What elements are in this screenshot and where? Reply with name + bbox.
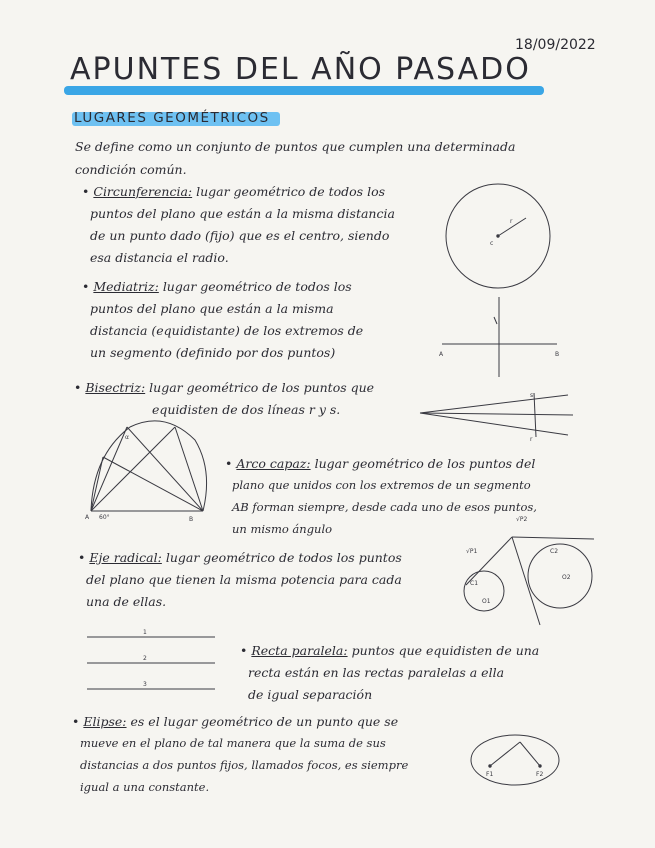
- elipse-term: Elipse:: [83, 714, 127, 729]
- paralelas-figure: [85, 625, 220, 697]
- paralela-2-label: 2: [143, 655, 147, 662]
- circunferencia-line-1: • Circunferencia: lugar geométrico de todos los: [82, 184, 386, 199]
- recta-paralela-line-2: recta están en las rectas paralelas a ella: [248, 665, 505, 680]
- eje-radical-line-2: del plano que tienen la misma potencia para cada: [86, 572, 402, 587]
- intro-line-1: Se define como un conjunto de puntos que cumplen una determinada: [75, 139, 516, 154]
- circle-figure: [440, 183, 560, 293]
- arco-capaz-line-2: plano que unidos con los extremos de un segmento: [232, 478, 531, 492]
- bisectriz-line-1: • Bisectriz: lugar geométrico de los puntos que: [74, 380, 375, 395]
- mediatriz-line-1: • Mediatriz: lugar geométrico de todos los: [82, 279, 352, 294]
- mediatriz-line-4: un segmento (definido por dos puntos): [90, 345, 336, 360]
- arco-b-label: B: [189, 516, 194, 523]
- bisectriz-text-1: lugar geométrico de los puntos que: [149, 380, 375, 395]
- paralela-3-label: 3: [143, 681, 147, 688]
- eje-o2-label: O2: [562, 574, 571, 581]
- arco-capaz-text-1: lugar geométrico de los puntos del: [314, 456, 536, 471]
- circunferencia-line-4: esa distancia el radio.: [90, 250, 229, 265]
- elipse-text-1: es el lugar geométrico de un punto que se: [130, 714, 399, 729]
- bisectriz-figure: [418, 385, 578, 445]
- eje-c2-label: C2: [550, 548, 559, 555]
- arco-capaz-figure: [85, 415, 215, 527]
- eje-radical-line-3: una de ellas.: [86, 594, 167, 609]
- arco-capaz-line-1: • Arco capaz: lugar geométrico de los puntos del: [225, 456, 536, 471]
- recta-paralela-line-3: de igual separación: [248, 687, 373, 702]
- recta-paralela-term: Recta paralela:: [251, 643, 348, 658]
- arco-a-label: A: [85, 514, 90, 521]
- mediatriz-b-label: B: [555, 351, 560, 358]
- eje-radical-line-1: • Eje radical: lugar geométrico de todos los puntos: [78, 550, 402, 565]
- circunferencia-text-1: lugar geométrico de todos los: [196, 184, 386, 199]
- circle-radius-label: r: [510, 218, 513, 225]
- elipse-line-4: igual a una constante.: [80, 780, 210, 794]
- intro-line-2: condición común.: [75, 162, 187, 177]
- eje-p1-label: √P1: [466, 548, 478, 555]
- elipse-f2-label: F2: [536, 771, 544, 778]
- eje-o1-label: O1: [482, 598, 491, 605]
- elipse-line-2: mueve en el plano de tal manera que la suma de sus: [80, 736, 386, 750]
- arco-capaz-term: Arco capaz:: [236, 456, 311, 471]
- arco-capaz-line-3: AB forman siempre, desde cada uno de esos puntos,: [232, 500, 537, 514]
- section-title: LUGARES GEOMÉTRICOS: [74, 110, 270, 126]
- mediatriz-a-label: A: [439, 351, 444, 358]
- recta-paralela-text-1: puntos que equidisten de una: [351, 643, 540, 658]
- mediatriz-line-2: puntos del plano que están a la misma: [90, 301, 334, 316]
- page-title: APUNTES DEL AÑO PASADO: [70, 52, 531, 87]
- elipse-line-3: distancias a dos puntos fijos, llamados focos, es siempre: [80, 758, 409, 772]
- circunferencia-line-3: de un punto dado (fijo) que es el centro, siendo: [90, 228, 390, 243]
- mediatriz-term: Mediatriz:: [93, 279, 159, 294]
- arco-alpha-label: α: [125, 434, 129, 441]
- bisectriz-line-2: equidisten de dos líneas r y s.: [152, 402, 341, 417]
- circle-center-label: c: [490, 240, 494, 247]
- arco-angle-label: 60°: [99, 514, 110, 521]
- elipse-figure: [468, 730, 568, 790]
- mediatriz-text-1: lugar geométrico de todos los: [162, 279, 352, 294]
- eje-p2-label: √P2: [516, 516, 528, 523]
- date: 18/09/2022: [515, 37, 596, 53]
- elipse-f1-label: F1: [486, 771, 494, 778]
- circunferencia-term: Circunferencia:: [93, 184, 193, 199]
- recta-paralela-line-1: • Recta paralela: puntos que equidisten de una: [240, 643, 540, 658]
- bisectriz-r-label: r: [530, 436, 533, 443]
- mediatriz-line-3: distancia (equidistante) de los extremos de: [90, 323, 364, 338]
- circunferencia-line-2: puntos del plano que están a la misma distancia: [90, 206, 395, 221]
- bisectriz-s-label: s: [530, 392, 534, 399]
- arco-capaz-line-4: un mismo ángulo: [232, 522, 333, 536]
- bisectriz-term: Bisectriz:: [85, 380, 146, 395]
- mediatriz-figure: [437, 292, 567, 382]
- eje-radical-term: Eje radical:: [89, 550, 162, 565]
- eje-radical-figure: [462, 513, 602, 633]
- elipse-line-1: • Elipse: es el lugar geométrico de un punto que se: [72, 714, 399, 729]
- eje-c1-label: C1: [470, 580, 479, 587]
- eje-radical-text-1: lugar geométrico de todos los puntos: [165, 550, 402, 565]
- paralela-1-label: 1: [143, 629, 147, 636]
